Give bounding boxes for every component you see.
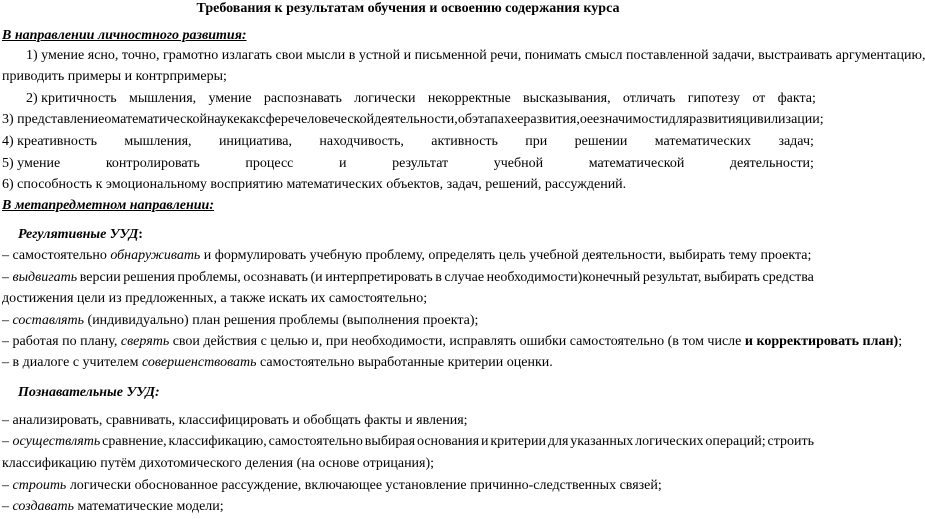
word: о (104, 112, 112, 127)
word: активность (431, 134, 498, 149)
word: результат (392, 156, 449, 171)
word: выбирая (364, 434, 416, 449)
word: при (525, 134, 548, 149)
word: ее (586, 112, 600, 127)
cognitive-heading: Познавательные УУД: (18, 385, 160, 400)
word: человеческой (294, 112, 375, 127)
word: средства (762, 270, 814, 285)
word: решении (574, 134, 628, 149)
word: 5) умение (2, 156, 61, 171)
word: отличать (622, 91, 676, 106)
word: ее (510, 112, 524, 127)
word: математической (588, 156, 685, 171)
word: высказывания, (523, 91, 611, 106)
word: – осуществлять (2, 434, 101, 449)
word: критерии (490, 434, 546, 449)
word: версии (79, 270, 121, 285)
regulatory-line-5: – в диалоге с учителем совершенствовать самостоятельно выработанные критерии оценки. (2, 355, 553, 370)
personal-item-1-cont: приводить примеры и контрпримеры; (2, 69, 227, 84)
cognitive-line-2 (2, 434, 814, 450)
word: необходимости)конечный (486, 270, 641, 285)
word: некорректные (427, 91, 511, 106)
personal-item-4 (2, 134, 814, 150)
regulatory-line-2-cont: достижения цели из предложенных, а также искать их самостоятельно; (2, 291, 428, 306)
word: указанных (570, 434, 634, 449)
word: как (239, 112, 260, 127)
word: цивилизации; (741, 112, 824, 127)
word: сравнение, (102, 434, 167, 449)
word: логических (635, 434, 704, 449)
word: сфере (259, 112, 295, 127)
word: процесс (245, 156, 294, 171)
word: задач; (778, 134, 814, 149)
word: выбирать (703, 270, 760, 285)
personal-item-2 (2, 91, 816, 107)
word: самостоятельно (268, 434, 363, 449)
word: науке (206, 112, 240, 127)
word: математических (654, 134, 752, 149)
cognitive-line-4: – создавать математические модели; (2, 499, 224, 514)
word: распознавать (263, 91, 342, 106)
word: контролировать (105, 156, 200, 171)
page-title: Требования к результатам обучения и освоению содержания курса (196, 1, 620, 16)
word: умение (208, 91, 252, 106)
word: мышления, (129, 91, 197, 106)
personal-item-6: 6) способность к эмоциональному восприятию математических объектов, задач, решений, рассуждений. (2, 177, 627, 192)
meta-heading: В метапредметном направлении: (2, 198, 215, 213)
word: от (752, 91, 766, 106)
word: осознавать (243, 270, 308, 285)
word: случае (444, 270, 485, 285)
word: проблемы, (177, 270, 241, 285)
word: факта; (777, 91, 816, 106)
regulatory-line-4: – работая по плану, сверять свои действия с целью и, при необходимости, исправлять ошибки самостоятельно (в том числе и корректировать план); (2, 334, 903, 349)
word: для (547, 434, 569, 449)
cognitive-line-1: – анализировать, сравнивать, классифицировать и обобщать факты и явления; (2, 413, 468, 428)
personal-heading: В направлении личностного развития: (2, 28, 247, 43)
word: и (480, 434, 489, 449)
personal-item-5 (2, 156, 814, 172)
regulatory-line-3: – составлять (индивидуально) план решения проблемы (выполнения проекта); (2, 313, 479, 328)
word: классификацию, (168, 434, 267, 449)
word: логически (354, 91, 416, 106)
word: операций; (705, 434, 766, 449)
personal-item-3 (2, 112, 824, 128)
word: решения (123, 270, 175, 285)
regulatory-heading: Регулятивные УУД: (18, 227, 143, 242)
word: результат, (642, 270, 702, 285)
regulatory-line-1: – самостоятельно обнаруживать и формулировать учебную проблему, определять цель учебной деятельности, выбирать тему проекта; (2, 248, 812, 263)
word: этапах (471, 112, 511, 127)
word: развития (689, 112, 742, 127)
word: строить (767, 434, 814, 449)
word: деятельности; (729, 156, 814, 171)
word: основания (416, 434, 480, 449)
word: деятельности, (374, 112, 458, 127)
word: интерпретировать (325, 270, 433, 285)
personal-item-1: 1) умение ясно, точно, грамотно излагать свои мысли в устной и письменной речи, понимать смысл поставленной задачи, выстраивать аргументацию, (26, 48, 925, 63)
word: о (579, 112, 587, 127)
word: гипотезу (687, 91, 740, 106)
word: 2) критичность (26, 91, 117, 106)
word: и (338, 156, 347, 171)
word: (и (310, 270, 323, 285)
word: развития, (523, 112, 580, 127)
word: – выдвигать (2, 270, 78, 285)
word: значимости (599, 112, 669, 127)
word: об (457, 112, 472, 127)
word: в (435, 270, 442, 285)
word: 4) креативность (2, 134, 97, 149)
word: для (668, 112, 690, 127)
cognitive-line-3: – строить логически обоснованное рассуждение, включающее установление причинно-следственных связей; (2, 478, 662, 493)
regulatory-line-2 (2, 270, 814, 286)
word: инициатива, (218, 134, 292, 149)
word: 3) представление (2, 112, 105, 127)
word: учебной (493, 156, 544, 171)
word: находчивость, (319, 134, 404, 149)
word: мышления, (124, 134, 192, 149)
word: математической (111, 112, 207, 127)
cognitive-line-2-cont: классификацию путём дихотомического деления (на основе отрицания); (2, 456, 435, 471)
